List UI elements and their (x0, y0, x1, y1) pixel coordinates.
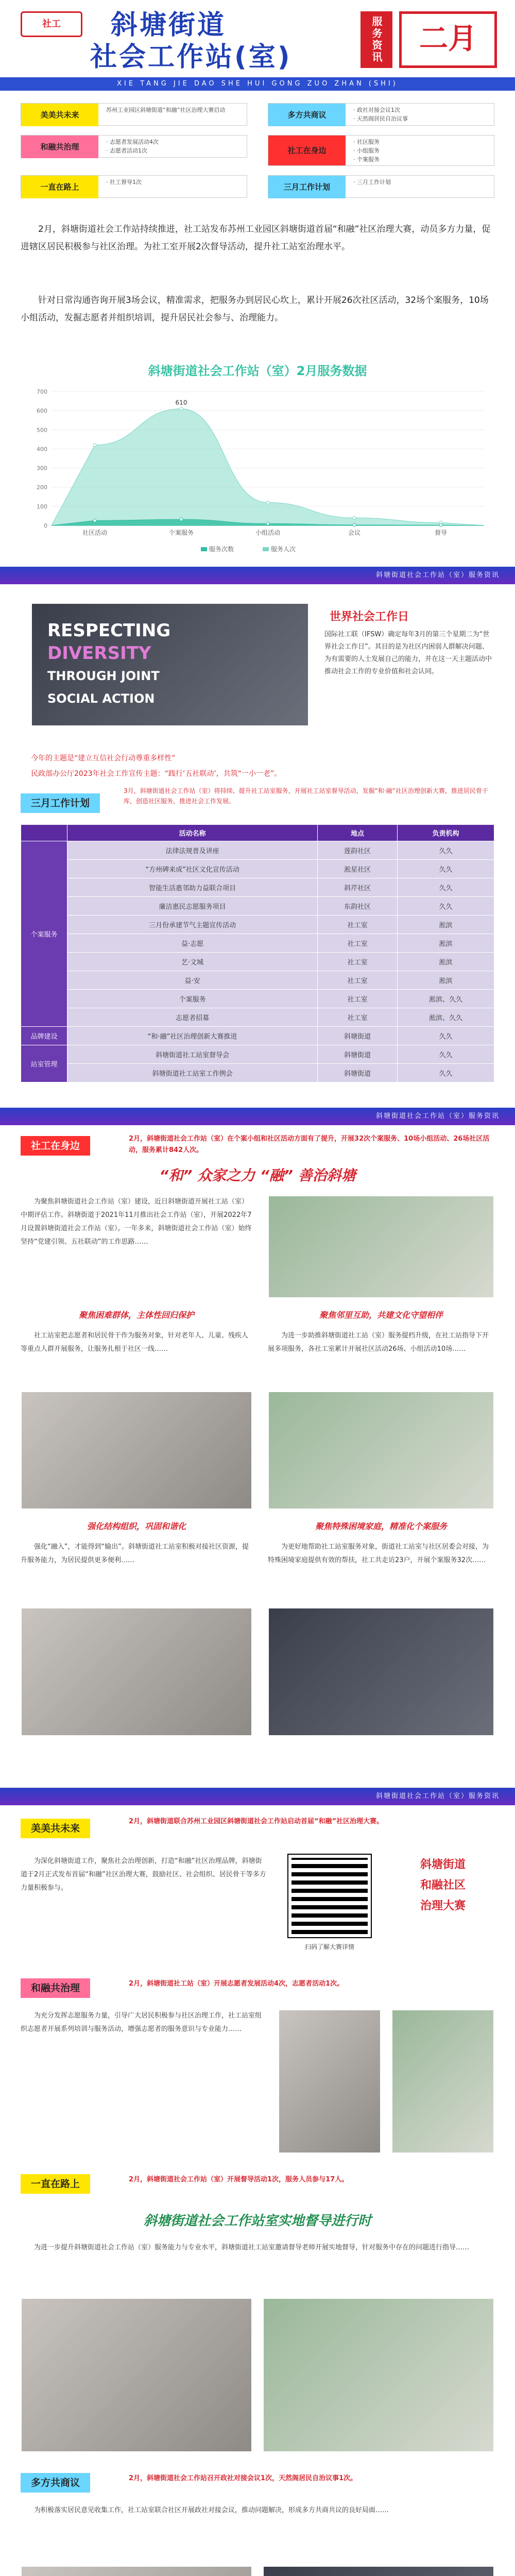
table-cell: 三月份承建节气主题宣传活动 (67, 916, 318, 934)
table-row (21, 934, 494, 953)
table-cell: 斜塘街道社工站室督导会 (67, 1045, 318, 1064)
beauty-summary: 2月，斜塘街道联合苏州工业园区斜塘街道社会工作站启动首届“和融”社区治理大赛。 (129, 1818, 384, 1825)
table-cell: 东韵社区 (318, 897, 398, 916)
intro-paragraph-2: 针对日常沟通咨询开展3场会议，精准需求，把服务办到居民心坎上，累计开展26次社区活动，32场个案服务，10场小组活动，发掘志愿者并组织培训，提升居民社会参与、治理能力。 (21, 295, 489, 323)
harmony-summary: 2月，斜塘街道社工站（室）开展志愿者发展活动4次，志愿者活动1次。 (129, 1980, 344, 1988)
summary-label: 美美共未来 (21, 104, 98, 126)
table-cell: 益·志愿 (67, 934, 318, 953)
data-point (180, 518, 183, 521)
table-row (21, 897, 494, 916)
pinyin-bar: XIE TANG JIE DAO SHE HUI GONG ZUO ZHAN (SHI) (0, 77, 515, 91)
qr-code[interactable] (288, 1855, 371, 1937)
y-tick-label: 0 (44, 522, 47, 529)
poster-text: RESPECTING DIVERSITY THROUGH JOINT SOCIAL ACTION (47, 620, 171, 706)
photo (263, 2566, 494, 2576)
summary-label: 和融共治理 (21, 135, 98, 158)
table-cell: 社工室 (318, 916, 398, 934)
social-work-day (0, 592, 515, 747)
series-area (52, 409, 484, 526)
table-cell: 志愿者招募 (67, 1008, 318, 1027)
table-row (21, 860, 494, 878)
caption-4: 聚焦特殊困境家庭，精准化个案服务 (315, 1521, 447, 1531)
photo (391, 2009, 494, 2154)
title-line2: 社会工作站(室) (90, 42, 292, 73)
social-p1: 为聚焦斜塘街道社会工作站（室）建设，近日斜塘街道开展社工站（室）中期评估工作。斜塘街道于2021年11月推出社会工作站（室），开展2022年7月设置斜塘街道社会工作站（室）。一年多来，斜塘街道社会工作站（室）始终坚持“党建引领、五社联动”的工作思路…… (21, 1198, 252, 1246)
table-row (21, 971, 494, 990)
table-row (21, 990, 494, 1008)
summary-text: · 社区服务 · 小组服务 · 个案服务 (353, 139, 380, 163)
table-cell: 淞滨 (398, 934, 494, 953)
table-category: 站室管理 (21, 1045, 67, 1082)
summary-text: · 志愿者发展活动4次 · 志愿者活动1次 (106, 139, 159, 154)
plan-table (21, 824, 494, 1082)
photo (268, 1607, 494, 1736)
header (0, 0, 515, 93)
swd-theme2: 民政部办公厅2023年社会工作宣传主题：“践行‘五社联动’，共筑“一小一老”。 (31, 770, 282, 778)
data-point (93, 444, 96, 447)
table-cell: 久久 (398, 897, 494, 916)
plan-intro: 3月，斜塘街道社会工作站（室）将持续、提升社工站室服务，开展社工站室督导活动，发掘“和·融”社区治理创新大赛，推进居民骨干库，创造社区服务，推进社会工作发展。 (124, 787, 488, 805)
table-cell: 久久 (398, 1027, 494, 1045)
data-point (93, 519, 96, 522)
table-cell: 益·安 (67, 971, 318, 990)
table-cell: 淞星社区 (318, 860, 398, 878)
y-tick-label: 400 (37, 446, 47, 453)
data-point (439, 523, 442, 527)
beauty-vertical: 斜塘街道 和融社区 治理大赛 (420, 1858, 466, 1912)
table-row (21, 1008, 494, 1027)
data-point (353, 516, 356, 519)
summary-grid (0, 98, 515, 216)
table-header: 地点 (318, 825, 398, 841)
y-tick-label: 600 (37, 408, 47, 415)
table-header (21, 825, 67, 841)
service-chart (21, 381, 494, 556)
x-tick-label: 会议 (348, 529, 361, 536)
title-line1: 斜塘街道 (111, 10, 227, 41)
data-point (266, 522, 269, 525)
section-banner: 斜塘街道社会工作站（室）服务资讯 (0, 1788, 515, 1805)
discuss-summary: 2月，斜塘街道社会工作站召开政社对接会议1次，天然阁居民自治议事1次。 (129, 2475, 357, 2482)
table-cell: 久久 (398, 1045, 494, 1064)
swd-theme: 今年的主题是“建立互信社会行动尊重多样性” (31, 754, 176, 762)
table-cell: 社工室 (318, 1008, 398, 1027)
table-cell: 淞滨 (398, 953, 494, 971)
discuss-p: 为积极落实居民意见收集工作，社工站室联合社区开展政社对接会议，推动问题解决，形成多方共商共议的良好局面…… (34, 2506, 389, 2514)
social-p2: 社工站室把志愿者和居民骨干作为服务对象，针对老年人、儿童、残疾人等重点人群开展服务，让服务扎根于社区一线…… (21, 1332, 249, 1353)
summary-label: 三月工作计划 (268, 176, 346, 198)
x-tick-label: 个案服务 (168, 529, 194, 536)
x-tick-label: 督导 (434, 529, 448, 536)
harmony-p: 为充分发挥志愿服务力量，引导广大居民积极参与社区治理工作，社工站室组织志愿者开展系列培训与服务活动，增强志愿者的服务意识与专业能力…… (21, 2012, 262, 2033)
summary-item (21, 135, 247, 158)
table-category: 个案服务 (21, 841, 67, 1027)
beauty-label: 美美共未来 (21, 1819, 90, 1838)
table-cell: 个案服务 (67, 990, 318, 1008)
intro-paragraph-1: 2月，斜塘街道社会工作站持续推进，社工站发布苏州工业园区斜塘街道首届“和融”社区治理大赛，动员多方力量，促进辖区居民积极参与社区治理。为社工室开展2次督导活动，提升社工站室治理水平。 (21, 224, 491, 252)
service-tag: 服务资讯 (360, 11, 392, 68)
legend-swatch (263, 547, 269, 551)
table-cell: 社工室 (318, 971, 398, 990)
table-cell: 法律法规普及讲座 (67, 841, 318, 860)
table-cell: “和·融”社区治理创新大赛推进 (67, 1027, 318, 1045)
swd-text: 国际社工联（IFSW）确定每年3月的第三个星期二为“世界社会工作日”。其目的是为社区内困弱人群解决问题、为有需要的人士发展自己的能力，并在这一天主题活动中推动社会工作的专业价值和社会认同。 (324, 631, 492, 675)
table-cell: 淞滨、久久 (398, 990, 494, 1008)
y-tick-label: 200 (37, 484, 47, 491)
table-cell: 社工室 (318, 990, 398, 1008)
month-box: 二月 (399, 11, 497, 68)
y-tick-label: 300 (37, 465, 47, 472)
table-cell: 斜塘街道 (318, 1045, 398, 1064)
swd-title: 世界社会工作日 (330, 611, 409, 623)
table-cell: 淞滨 (398, 971, 494, 990)
summary-item (21, 103, 247, 126)
photo (268, 1195, 494, 1298)
logo: 社工 (21, 11, 82, 37)
table-cell: 社工室 (318, 934, 398, 953)
photo (268, 1391, 494, 1510)
table-cell: 社工室 (318, 953, 398, 971)
section-banner: 斜塘街道社会工作站（室）服务资讯 (0, 567, 515, 584)
poster-image (31, 603, 309, 726)
table-cell: 斜塘街道社工站室工作例会 (67, 1064, 318, 1082)
y-tick-label: 500 (37, 427, 47, 434)
photo (21, 2566, 252, 2576)
summary-label: 社工在身边 (268, 135, 346, 165)
photo (278, 2009, 381, 2154)
legend-swatch (201, 547, 207, 551)
table-cell: 廉洁惠民志愿服务项目 (67, 897, 318, 916)
legend-label: 服务人次 (271, 546, 296, 553)
table-row (21, 841, 494, 860)
table-cell: 斜塘街道 (318, 1027, 398, 1045)
caption-2: 聚焦邻里互助，共建文化守望相伴 (319, 1310, 443, 1320)
social-p5: 为更好地帮助社工站室服务对象，街道社工站室与社区居委会对接，为特殊困境家庭提供有效的帮扶，社工共走访23户，开展个案服务32次…… (268, 1543, 489, 1564)
summary-item (21, 175, 247, 198)
social-p3: 为进一步助推斜塘街道社工站（室）服务提档升级，在社工站指导下开展多项服务，各社工室累计开展社区活动26场、小组活动10场…… (268, 1332, 489, 1353)
table-cell: 久久 (398, 841, 494, 860)
discuss-label: 多方共商议 (21, 2473, 90, 2493)
table-row (21, 916, 494, 934)
x-tick-label: 小组活动 (255, 529, 281, 536)
x-tick-label: 社区活动 (82, 529, 108, 536)
plan-label: 三月工作计划 (21, 793, 100, 813)
beauty-p1: 为深化斜塘街道工作，聚焦社会治理创新，打造“和融”社区治理品牌，斜塘街道于2月正式发布首届“和融”社区治理大赛，鼓励社区、社会组织、居民骨干等多方力量积极参与。 (21, 1857, 266, 1892)
chart-title: 斜塘街道社会工作站（室）2月服务数据 (148, 364, 367, 378)
caption-3: 强化结构组织，巩固和谐化 (87, 1521, 186, 1531)
photo (21, 1607, 252, 1736)
summary-label: 多方共商议 (268, 104, 346, 126)
table-cell: 艺·文城 (67, 953, 318, 971)
summary-text: · 社工督导1次 (106, 179, 142, 185)
table-header: 活动名称 (67, 825, 318, 841)
peak-label: 610 (175, 399, 187, 406)
data-point (266, 501, 269, 504)
photo (21, 2298, 252, 2452)
table-header: 负责机构 (398, 825, 494, 841)
qr-caption: 扫码了解大赛详情 (304, 1943, 354, 1951)
section-banner: 斜塘街道社会工作站（室）服务资讯 (0, 1108, 515, 1125)
photo (263, 2298, 494, 2452)
summary-label: 一直在路上 (21, 176, 98, 198)
social-label: 社工在身边 (21, 1136, 90, 1156)
table-row (21, 1045, 494, 1064)
caption-1: 聚焦困难群体，主体性回归保护 (78, 1310, 194, 1320)
table-row (21, 1064, 494, 1082)
summary-text: · 三月工作计划 (353, 179, 391, 185)
summary-item (268, 135, 494, 166)
summary-text: · 政社对接会议1次 · 天然阁居民自治议事 (353, 107, 408, 122)
table-cell: 斜芹社区 (318, 878, 398, 897)
table-cell: 斜塘街道 (318, 1064, 398, 1082)
summary-item (268, 175, 494, 198)
table-row (21, 1027, 494, 1045)
table-row (21, 953, 494, 971)
y-tick-label: 100 (37, 503, 47, 510)
table-cell: 淞滨、久久 (398, 1008, 494, 1027)
onroad-label: 一直在路上 (21, 2174, 90, 2194)
onroad-p: 为进一步提升斜塘街道社会工作站（室）服务能力与专业水平，斜塘街道社工站室邀请督导老师开展实地督导，针对服务中存在的问题进行指导…… (34, 2244, 470, 2251)
y-tick-label: 700 (37, 388, 47, 395)
social-slogan: “和” 众家之力 “融” 善治斜塘 (159, 1167, 356, 1184)
onroad-slogan: 斜塘街道社会工作站室实地督导进行时 (143, 2213, 371, 2229)
table-cell: 莲韵社区 (318, 841, 398, 860)
photo (21, 1391, 252, 1510)
harmony-label: 和融共治理 (21, 1978, 90, 1998)
data-point (180, 407, 183, 410)
table-cell: 久久 (398, 860, 494, 878)
onroad-summary: 2月，斜塘街道社会工作站（室）开展督导活动1次，服务人员参与17人。 (129, 2176, 349, 2183)
table-cell: 淞滨 (398, 916, 494, 934)
table-cell: “方州碑来成”社区文化宣传活动 (67, 860, 318, 878)
social-summary: 2月，斜塘街道社会工作站（室）在个案小组和社区活动方面有了提升，开展32次个案服务、10场小组活动、26场社区活动，服务累计842人次。 (129, 1135, 490, 1154)
table-row (21, 878, 494, 897)
summary-item (268, 103, 494, 126)
data-point (353, 523, 356, 527)
table-cell: 久久 (398, 878, 494, 897)
summary-text: 苏州工业园区斜塘街道“和融”社区治理大赛启动 (106, 107, 226, 113)
legend-label: 服务次数 (209, 546, 234, 553)
table-cell: 智能生活惠邻助力益联合项目 (67, 878, 318, 897)
table-cell: 久久 (398, 1064, 494, 1082)
table-category: 品牌建设 (21, 1027, 67, 1045)
social-p4: 强化“融入”，才能得到“输出”。斜塘街道社工站室积极对接社区资源，提升服务能力，为居民提供更多便利…… (21, 1543, 249, 1564)
